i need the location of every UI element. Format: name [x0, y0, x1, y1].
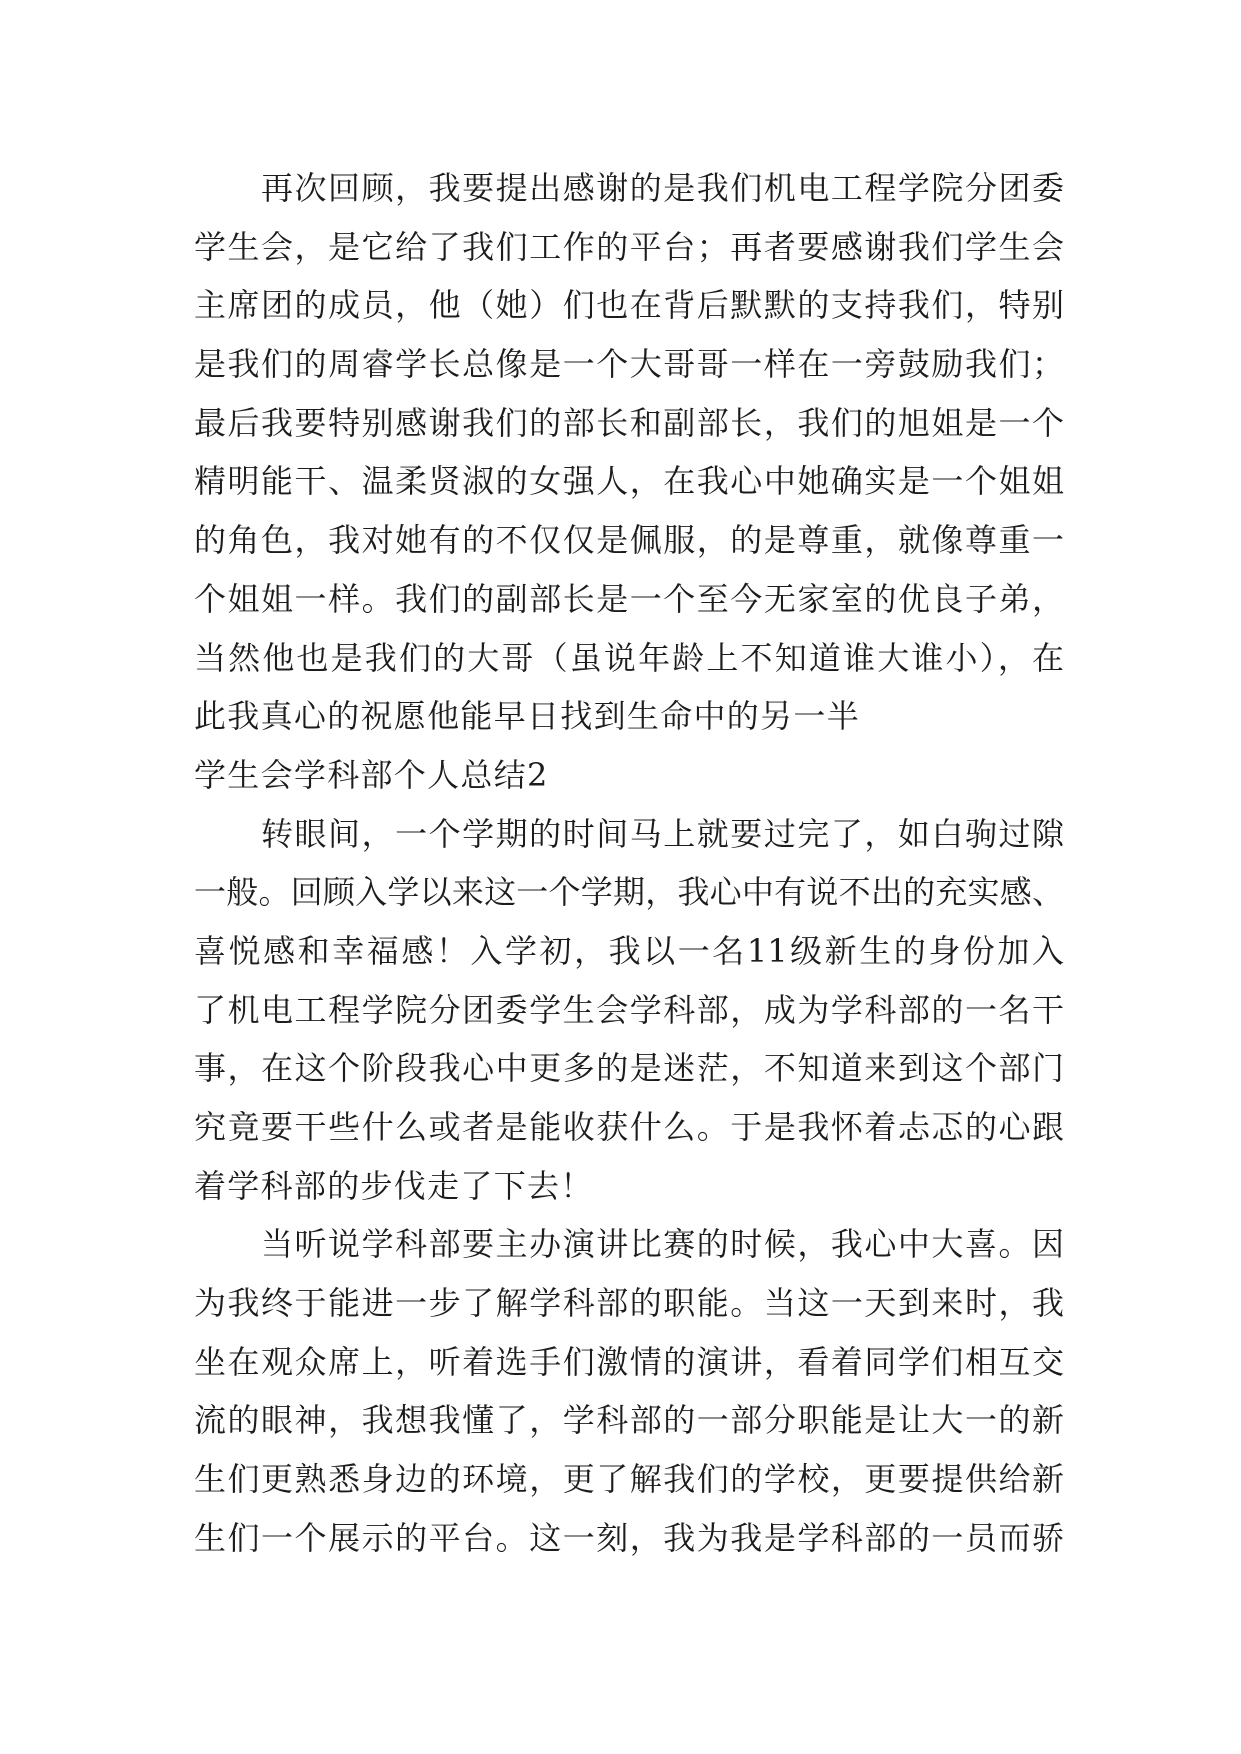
document-body [194, 159, 1064, 1568]
paragraph-line: 着学科部的步伐走了下去！ [194, 1166, 594, 1205]
paragraph-line: 一般。回顾入学以来这一个学期，我心中有说不出的充实感、 [194, 873, 1064, 912]
paragraph-line: 坐在观众席上，听着选手们激情的演讲，看着同学们相互交 [194, 1342, 1064, 1381]
paragraph-line: 再次回顾，我要提出感谢的是我们机电工程学院分团委 [261, 169, 1064, 207]
paragraph-line: 了机电工程学院分团委学生会学科部，成为学科部的一名干 [194, 990, 1064, 1029]
paragraph-line: 流的眼神，我想我懂了，学科部的一部分职能是让大一的新 [194, 1401, 1064, 1440]
paragraph-line: 究竟要干些什么或者是能收获什么。于是我怀着忐忑的心跟 [194, 1108, 1064, 1146]
paragraph-line: 生们一个展示的平台。这一刻，我为我是学科部的一员而骄 [194, 1518, 1064, 1557]
paragraph-1 [194, 159, 1064, 746]
paragraph-line: 当听说学科部要主办演讲比赛的时候，我心中大喜。因 [261, 1225, 1064, 1264]
paragraph-line: 生们更熟悉身边的环境，更了解我们的学校，更要提供给新 [194, 1460, 1064, 1499]
paragraph-line: 学生会，是它给了我们工作的平台；再者要感谢我们学生会 [194, 227, 1064, 266]
paragraph-3 [194, 1215, 1064, 1567]
paragraph-line: 精明能干、温柔贤淑的女强人，在我心中她确实是一个姐姐 [194, 462, 1064, 501]
paragraph-line: 的角色，我对她有的不仅仅是佩服，的是尊重，就像尊重一 [194, 521, 1064, 560]
paragraph-line: 个姐姐一样。我们的副部长是一个至今无家室的优良子弟， [194, 579, 1064, 618]
paragraph-line: 当然他也是我们的大哥（虽说年龄上不知道谁大谁小），在 [194, 638, 1064, 677]
section-heading: 学生会学科部个人总结2 [194, 755, 549, 794]
paragraph-line: 是我们的周睿学长总像是一个大哥哥一样在一旁鼓励我们； [194, 345, 1064, 384]
paragraph-2 [194, 805, 1064, 1216]
paragraph-line: 最后我要特别感谢我们的部长和副部长，我们的旭姐是一个 [194, 403, 1064, 442]
paragraph-line: 喜悦感和幸福感！入学初，我以一名11级新生的身份加入 [194, 931, 1064, 970]
paragraph-line: 主席团的成员，他（她）们也在背后默默的支持我们，特别 [194, 286, 1064, 325]
paragraph-line: 转眼间，一个学期的时间马上就要过完了，如白驹过隙 [261, 814, 1064, 853]
paragraph-line: 事，在这个阶段我心中更多的是迷茫，不知道来到这个部门 [194, 1049, 1064, 1088]
paragraph-line: 此我真心的祝愿他能早日找到生命中的另一半 [194, 697, 861, 736]
paragraph-line: 为我终于能进一步了解学科部的职能。当这一天到来时，我 [194, 1284, 1064, 1323]
